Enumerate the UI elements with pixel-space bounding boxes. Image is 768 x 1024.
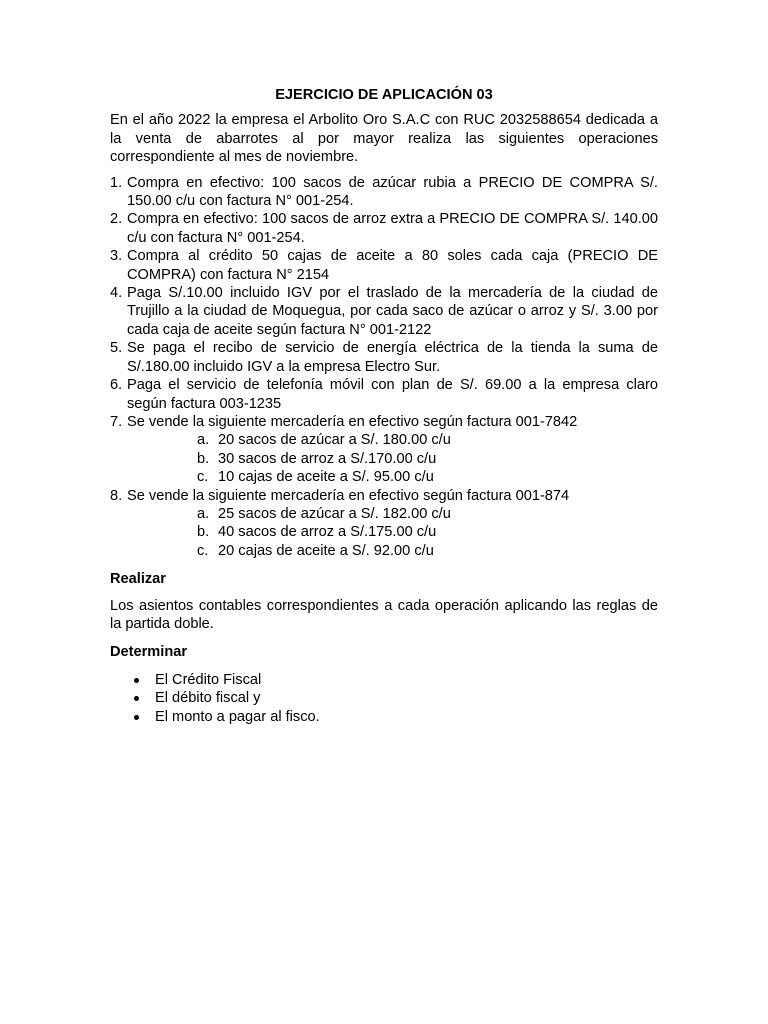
operation-item xyxy=(110,174,658,211)
document-title: EJERCICIO DE APLICACIÓN 03 xyxy=(275,87,493,103)
sale-item xyxy=(127,523,658,541)
operation-number: 4. xyxy=(110,285,123,302)
determinar-item xyxy=(110,708,658,726)
operation-item xyxy=(110,284,658,339)
operation-item xyxy=(110,376,658,413)
operation-number: 7. xyxy=(110,413,123,430)
sale-item xyxy=(127,468,658,486)
document-body xyxy=(110,86,658,726)
sale-item-letter: c. xyxy=(197,542,209,559)
determinar-item xyxy=(110,671,658,689)
sale-item-text: 20 cajas de aceite a S/. 92.00 c/u xyxy=(218,542,434,559)
sale-item-text: 30 sacos de arroz a S/.170.00 c/u xyxy=(218,450,437,467)
sale-item xyxy=(127,542,658,560)
operation-text: Se vende la siguiente mercadería en efectivo según factura 001-874 xyxy=(127,487,570,504)
operation-item xyxy=(110,210,658,247)
sale-items-list xyxy=(127,505,658,560)
determinar-heading: Determinar xyxy=(110,644,188,661)
sale-item-letter: b. xyxy=(197,524,210,541)
operation-number: 6. xyxy=(110,377,123,394)
operation-number: 3. xyxy=(110,248,123,265)
sale-item-letter: c. xyxy=(197,469,209,486)
determinar-item-text: El débito fiscal y xyxy=(155,690,261,707)
determinar-item-text: El Crédito Fiscal xyxy=(155,671,262,688)
operation-text: Paga el servicio de telefonía móvil con plan de S/. 69.00 a la empresa claro según factura 003-1235 xyxy=(127,377,658,412)
sale-item xyxy=(127,450,658,468)
intro-paragraph: En el año 2022 la empresa el Arbolito Oro S.A.C con RUC 2032588654 dedicada a la venta de abarrotes al por mayor realiza las siguientes operaciones correspondiente al mes de noviembre. xyxy=(110,112,658,166)
operation-text: Compra al crédito 50 cajas de aceite a 80 soles cada caja (PRECIO DE COMPRA) con factura N° 2154 xyxy=(127,248,658,283)
realizar-text: Los asientos contables correspondientes a cada operación aplicando las reglas de la partida doble. xyxy=(110,597,658,632)
sale-item-text: 10 cajas de aceite a S/. 95.00 c/u xyxy=(218,469,434,486)
operation-item xyxy=(110,487,658,561)
sale-item-text: 20 sacos de azúcar a S/. 180.00 c/u xyxy=(218,432,451,449)
operations-list xyxy=(110,174,658,561)
sale-item-letter: a. xyxy=(197,505,210,522)
operation-item xyxy=(110,247,658,284)
operation-text: Compra en efectivo: 100 sacos de azúcar rubia a PRECIO DE COMPRA S/. 150.00 c/u con factura N° 001-254. xyxy=(127,174,658,210)
operation-item xyxy=(110,413,658,487)
sale-item-letter: b. xyxy=(197,450,210,467)
sale-item-text: 25 sacos de azúcar a S/. 182.00 c/u xyxy=(218,505,451,522)
operation-text: Se paga el recibo de servicio de energía eléctrica de la tienda la suma de S/.180.00 incluido IGV a la empresa Electro Sur. xyxy=(127,340,658,375)
operation-text: Compra en efectivo: 100 sacos de arroz extra a PRECIO DE COMPRA S/. 140.00 c/u con factura N° 001-254. xyxy=(127,211,658,246)
operation-item xyxy=(110,339,658,376)
sale-item-letter: a. xyxy=(197,432,210,449)
determinar-item-text: El monto a pagar al fisco. xyxy=(155,708,320,725)
bullet-icon xyxy=(134,715,139,720)
sale-item-text: 40 sacos de arroz a S/.175.00 c/u xyxy=(218,524,437,541)
operation-number: 5. xyxy=(110,340,123,357)
bullet-icon xyxy=(134,696,139,701)
sale-items-list xyxy=(127,431,658,486)
sale-item xyxy=(127,431,658,449)
bullet-icon xyxy=(134,678,139,683)
determinar-item xyxy=(110,689,658,707)
operation-number: 1. xyxy=(110,174,123,191)
operation-number: 2. xyxy=(110,211,123,228)
determinar-list xyxy=(110,671,658,726)
realizar-heading: Realizar xyxy=(110,571,166,588)
sale-item xyxy=(127,505,658,523)
operation-text: Paga S/.10.00 incluido IGV por el traslado de la mercadería de la ciudad de Trujillo a la ciudad de Moquegua, por cada saco de azúcar o arroz y S/. 3.00 por cada caja de aceite según factura N° 001-2122 xyxy=(127,285,658,338)
operation-number: 8. xyxy=(110,487,123,504)
operation-text: Se vende la siguiente mercadería en efectivo según factura 001-7842 xyxy=(127,413,578,430)
